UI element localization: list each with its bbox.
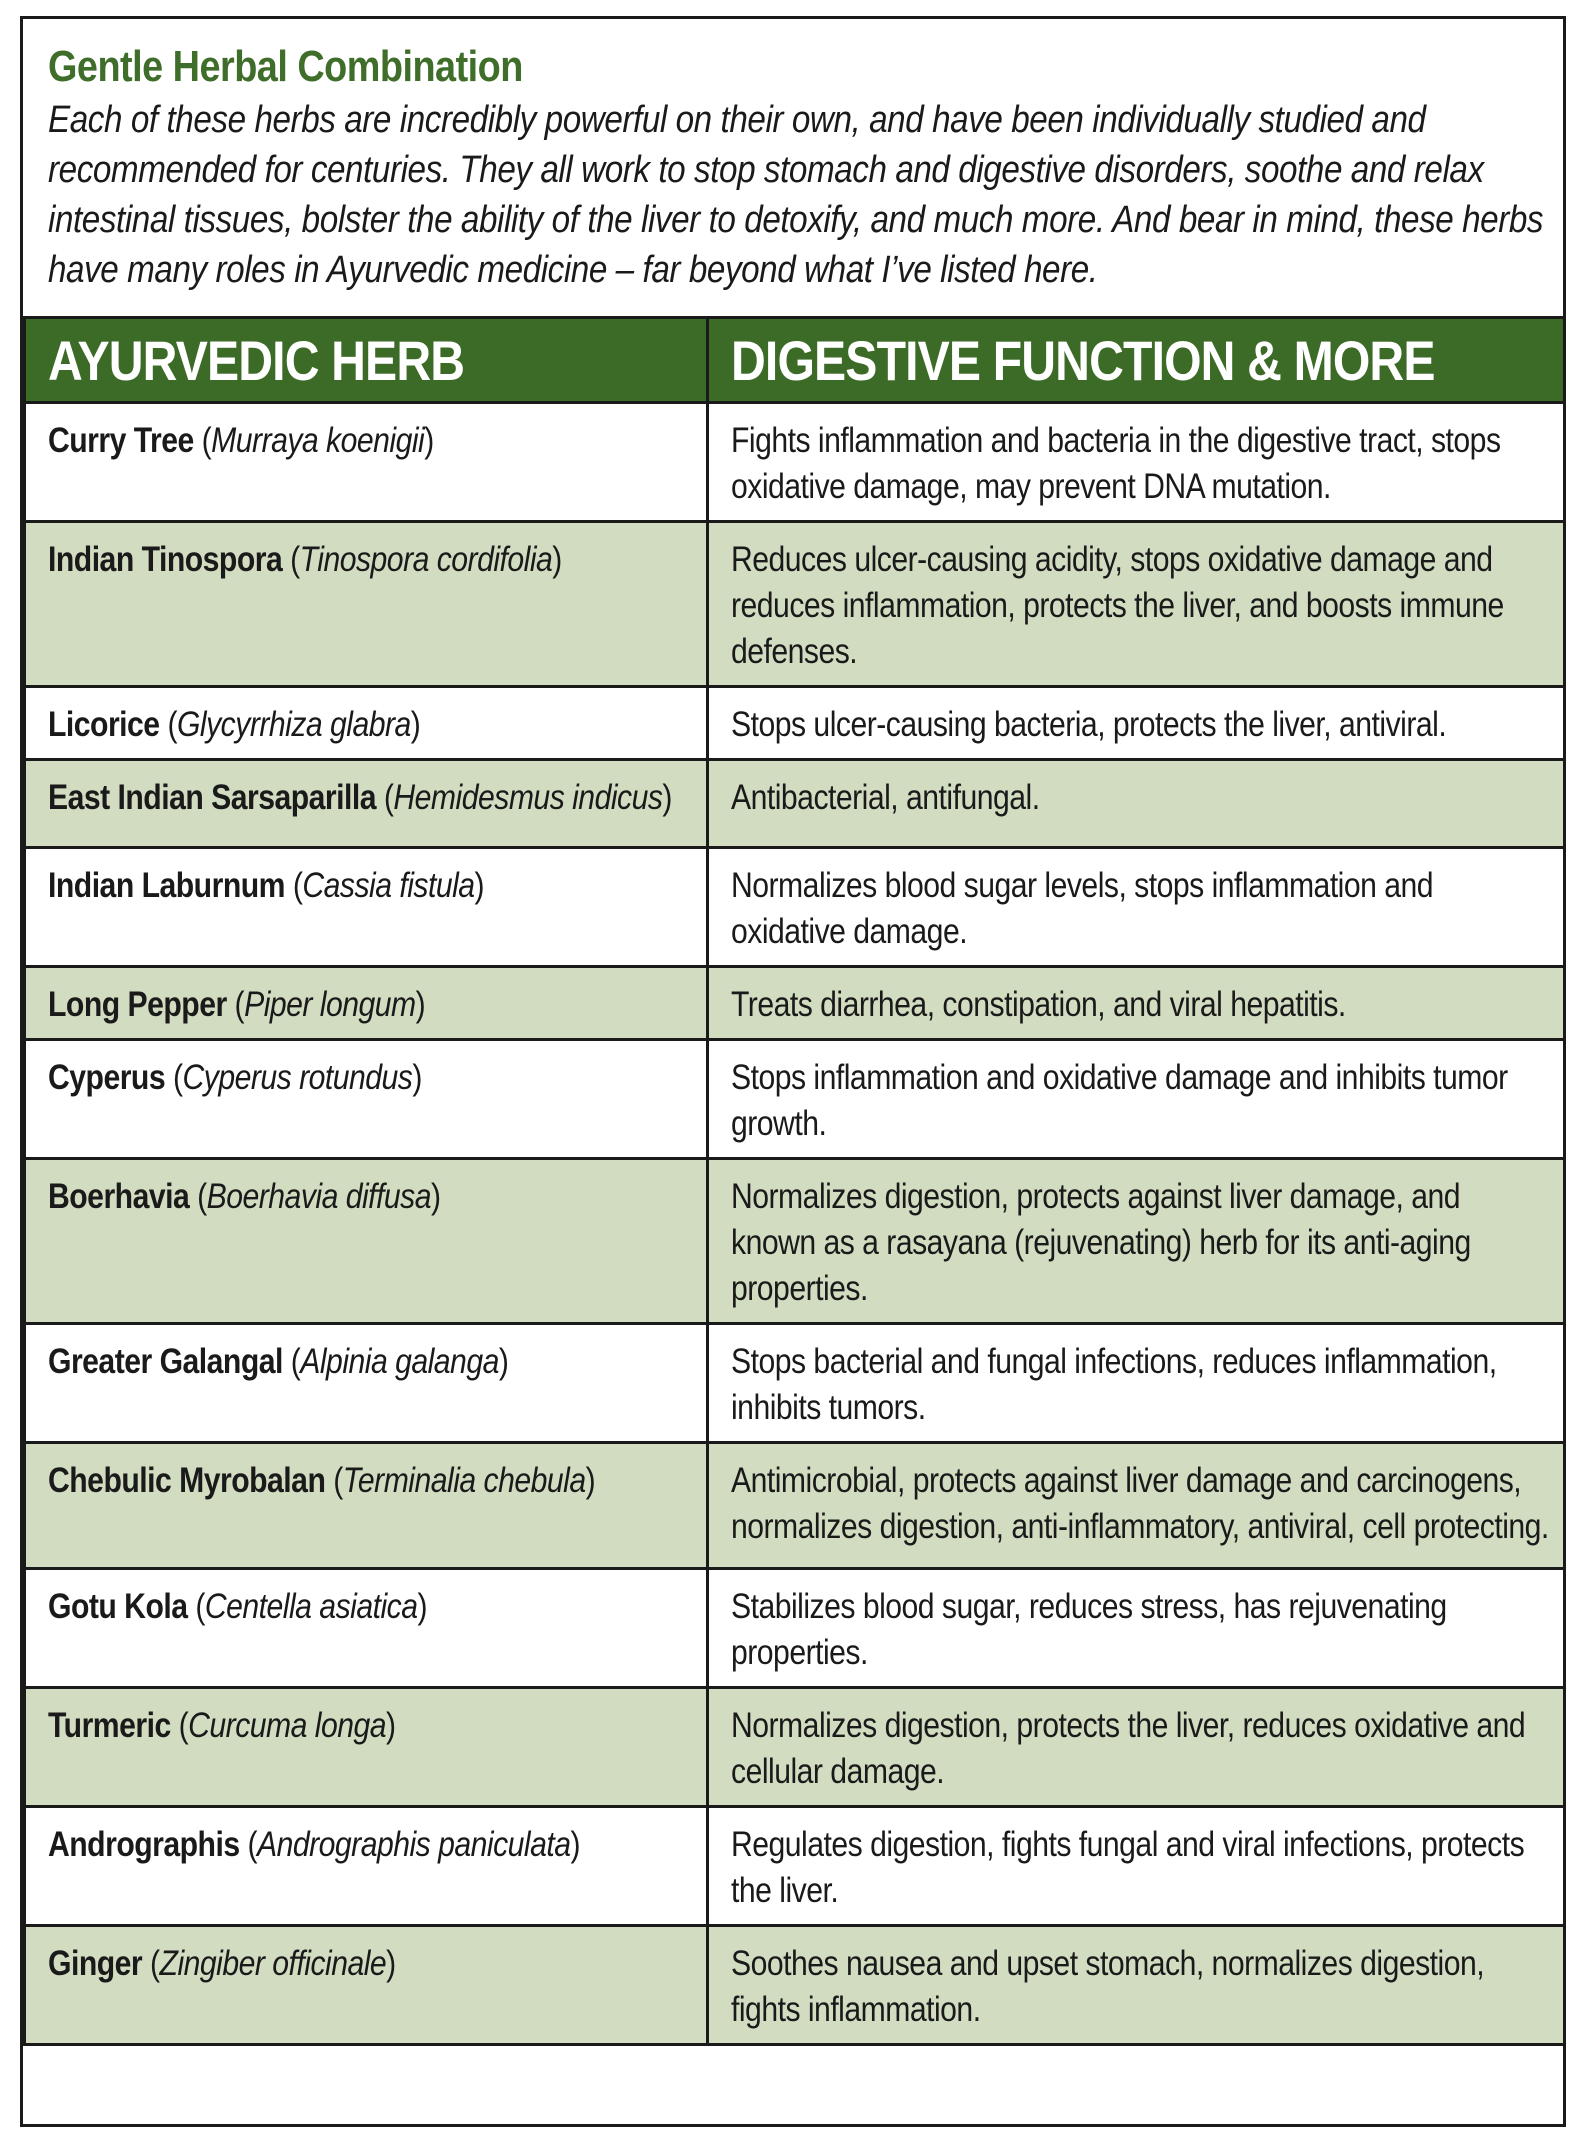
herb-name-cell: Indian Laburnum (Cassia fistula) — [25, 848, 708, 967]
digestive-function-text: Normalizes digestion, protects against liver damage, and known as a rasayana (rejuvenating) herb for its anti-aging properties. — [731, 1177, 1471, 1308]
herb-name-cell: Licorice (Glycyrrhiza glabra) — [25, 687, 708, 760]
digestive-function-text: Antibacterial, antifungal. — [731, 778, 1040, 817]
herb-name-cell: Long Pepper (Piper longum) — [25, 967, 708, 1040]
herb-latin-name: Zingiber officinale — [159, 1944, 387, 1983]
digestive-function-cell — [708, 760, 1565, 848]
herb-name-cell: Turmeric (Curcuma longa) — [25, 1688, 708, 1807]
digestive-function-cell — [708, 687, 1565, 760]
herb-name-cell: Chebulic Myrobalan (Terminalia chebula) — [25, 1443, 708, 1569]
digestive-function-text: Stabilizes blood sugar, reduces stress, has rejuvenating properties. — [731, 1587, 1447, 1672]
herb-name-cell: Andrographis (Andrographis paniculata) — [25, 1807, 708, 1926]
herb-name-cell: Gotu Kola (Centella asiatica) — [25, 1569, 708, 1688]
herb-latin-name: Cassia fistula — [302, 866, 475, 905]
herb-name-cell: Greater Galangal (Alpinia galanga) — [25, 1324, 708, 1443]
digestive-function-text: Stops ulcer-causing bacteria, protects the liver, antiviral. — [731, 705, 1447, 744]
intro-section — [23, 19, 1563, 319]
herb-latin-name: Hemidesmus indicus — [393, 778, 663, 817]
table-row — [25, 1443, 1565, 1569]
digestive-function-text: Fights inflammation and bacteria in the digestive tract, stops oxidative damage, may prevent DNA mutation. — [731, 421, 1501, 506]
herb-common-name: Cyperus — [48, 1058, 166, 1097]
digestive-function-cell — [708, 1324, 1565, 1443]
digestive-function-text: Stops inflammation and oxidative damage and inhibits tumor growth. — [731, 1058, 1508, 1143]
digestive-function-text: Normalizes blood sugar levels, stops inflammation and oxidative damage. — [731, 866, 1434, 951]
table-row — [25, 1688, 1565, 1807]
herb-common-name: Greater Galangal — [48, 1342, 283, 1381]
herb-common-name: Andrographis — [48, 1825, 240, 1864]
digestive-function-cell — [708, 1040, 1565, 1159]
herb-table-body — [25, 403, 1565, 2045]
table-row — [25, 1807, 1565, 1926]
digestive-function-text: Antimicrobial, protects against liver damage and carcinogens, normalizes digestion, anti-inflammatory, antiviral, cell protecting. — [731, 1461, 1549, 1546]
herb-common-name: Ginger — [48, 1944, 143, 1983]
table-row — [25, 522, 1565, 687]
herb-latin-name: Glycyrrhiza glabra — [176, 705, 411, 744]
digestive-function-cell — [708, 1159, 1565, 1324]
herb-latin-name: Piper longum — [244, 985, 416, 1024]
herb-info-box — [20, 16, 1566, 2127]
herb-common-name: Long Pepper — [48, 985, 227, 1024]
digestive-function-text: Treats diarrhea, constipation, and viral hepatitis. — [731, 985, 1346, 1024]
herb-name-cell: Curry Tree (Murraya koenigii) — [25, 403, 708, 522]
digestive-function-text: Stops bacterial and fungal infections, reduces inflammation, inhibits tumors. — [731, 1342, 1497, 1427]
table-row — [25, 1569, 1565, 1688]
table-row — [25, 1324, 1565, 1443]
table-row — [25, 760, 1565, 848]
digestive-function-text: Normalizes digestion, protects the liver, reduces oxidative and cellular damage. — [731, 1706, 1526, 1791]
herb-latin-name: Andrographis paniculata — [256, 1825, 571, 1864]
herb-latin-name: Tinospora cordifolia — [299, 540, 553, 579]
digestive-function-cell — [708, 522, 1565, 687]
herb-common-name: Indian Tinospora — [48, 540, 283, 579]
digestive-function-text: Soothes nausea and upset stomach, normalizes digestion, fights inflammation. — [731, 1944, 1485, 2029]
herb-common-name: Licorice — [48, 705, 160, 744]
herb-name-cell: Boerhavia (Boerhavia diffusa) — [25, 1159, 708, 1324]
herb-name-cell: Indian Tinospora (Tinospora cordifolia) — [25, 522, 708, 687]
herb-latin-name: Centella asiatica — [204, 1587, 418, 1626]
herb-name-cell: Ginger (Zingiber officinale) — [25, 1926, 708, 2045]
digestive-function-cell — [708, 967, 1565, 1040]
herb-latin-name: Murraya koenigii — [211, 421, 425, 460]
herb-latin-name: Cyperus rotundus — [182, 1058, 413, 1097]
herb-common-name: Turmeric — [48, 1706, 171, 1745]
herb-name-cell: East Indian Sarsaparilla (Hemidesmus indicus) — [25, 760, 708, 848]
herb-common-name: Gotu Kola — [48, 1587, 188, 1626]
herb-latin-name: Terminalia chebula — [342, 1461, 586, 1500]
herb-common-name: Curry Tree — [48, 421, 194, 460]
herb-common-name: Indian Laburnum — [48, 866, 285, 905]
digestive-function-cell — [708, 1569, 1565, 1688]
digestive-function-cell — [708, 1443, 1565, 1569]
herb-latin-name: Alpinia galanga — [300, 1342, 499, 1381]
herb-latin-name: Curcuma longa — [188, 1706, 387, 1745]
column-header-function: DIGESTIVE FUNCTION & MORE — [708, 318, 1565, 403]
column-header-herb: AYURVEDIC HERB — [25, 318, 708, 403]
digestive-function-cell — [708, 848, 1565, 967]
herb-common-name: East Indian Sarsaparilla — [48, 778, 376, 817]
table-row — [25, 403, 1565, 522]
table-row — [25, 1926, 1565, 2045]
table-header-row — [25, 318, 1565, 403]
herb-common-name: Chebulic Myrobalan — [48, 1461, 326, 1500]
table-row — [25, 967, 1565, 1040]
herb-latin-name: Boerhavia diffusa — [206, 1177, 431, 1216]
digestive-function-cell — [708, 1926, 1565, 2045]
digestive-function-text: Regulates digestion, fights fungal and viral infections, protects the liver. — [731, 1825, 1525, 1910]
herb-table — [23, 316, 1566, 2046]
table-row — [25, 1040, 1565, 1159]
digestive-function-cell — [708, 1688, 1565, 1807]
herb-common-name: Boerhavia — [48, 1177, 190, 1216]
digestive-function-text: Reduces ulcer-causing acidity, stops oxidative damage and reduces inflammation, protects the liver, and boosts immune defenses. — [731, 540, 1504, 671]
herb-name-cell: Cyperus (Cyperus rotundus) — [25, 1040, 708, 1159]
intro-paragraph: Each of these herbs are incredibly powerful on their own, and have been individually studied and recommended for centuries. They all work to stop stomach and digestive disorders, soothe and relax intestinal tissues, bolster the ability of the liver to detoxify, and much more. And bear in mind, these herbs have many roles in Ayurvedic medicine – far beyond what I’ve listed here. — [48, 99, 1544, 291]
digestive-function-cell — [708, 1807, 1565, 1926]
box-title: Gentle Herbal Combination — [48, 42, 523, 91]
table-row — [25, 1159, 1565, 1324]
digestive-function-cell — [708, 403, 1565, 522]
table-row — [25, 848, 1565, 967]
table-row — [25, 687, 1565, 760]
